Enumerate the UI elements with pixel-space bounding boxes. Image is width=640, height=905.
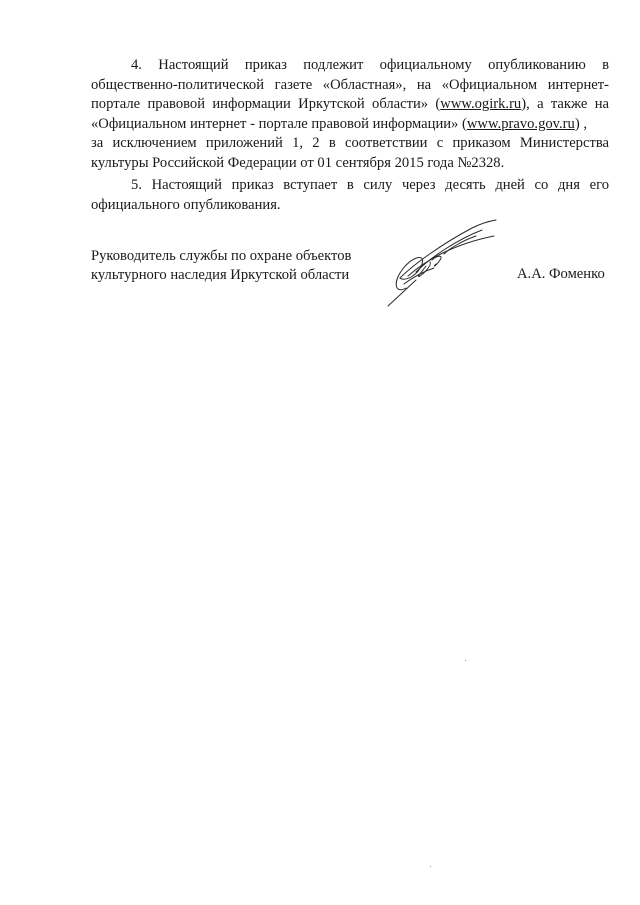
paragraph-4-line-1 [91,56,609,76]
paragraph-5-line-1 [91,176,609,196]
paragraph-5 [91,176,609,215]
handwritten-signature [386,218,502,308]
signatory-title [91,247,351,285]
paragraph-4-line-4 [91,115,609,135]
ogirk-link[interactable]: www.ogirk.ru [440,96,522,112]
paragraph-4-line-3 [91,95,609,115]
paragraph-4-line-5: за исключением приложений 1, 2 в соответствии с приказом Министерства [91,135,609,151]
paragraph-4-line-3-after: ), а также на [521,96,609,112]
paragraph-4-line-6: культуры Российской Федерации от 01 сентября 2015 года №2328. [91,154,505,171]
paragraph-5-line-2: официального опубликования. [91,196,281,213]
scan-speck [430,866,431,867]
signer-name: А.А. Фоменко [517,266,605,282]
paragraph-4-line-2: общественно-политической газете «Областная», на «Официальном интернет- [91,76,609,93]
paragraph-4-number: 4. [131,57,142,73]
paragraph-4-line-4-before: «Официальном интернет - портале правовой информации» ( [91,115,467,132]
pravo-link[interactable]: www.pravo.gov.ru [466,115,575,132]
paragraph-4-text-1: Настоящий приказ подлежит официальному опубликованию в [158,57,609,73]
paragraph-4-line-3-before: портале правовой информации Иркутской области» ( [91,96,441,112]
signatory-title-line-1: Руководитель службы по охране объектов [91,248,352,264]
paragraph-5-text-1: Настоящий приказ вступает в силу через десять дней со дня его [151,177,610,193]
paragraph-4-line-4-after: ) , [574,115,587,132]
paragraph-5-number: 5. [131,177,142,193]
signatory-title-line-2: культурного наследия Иркутской области [91,267,350,283]
scan-speck [465,660,466,661]
paragraph-4 [91,56,609,173]
